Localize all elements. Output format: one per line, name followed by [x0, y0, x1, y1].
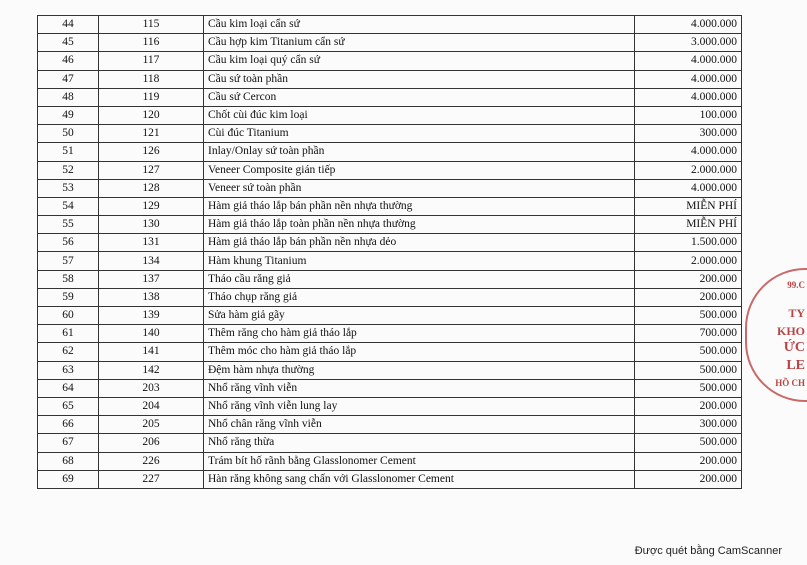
service-price: 300.000 — [635, 416, 742, 434]
service-name: Hàn răng không sang chấn với Glasslonomer Cement — [204, 470, 635, 488]
service-price: 700.000 — [635, 325, 742, 343]
service-price: 4.000.000 — [635, 52, 742, 70]
table-row — [38, 416, 742, 434]
row-number: 62 — [38, 343, 99, 361]
service-code: 120 — [99, 106, 204, 124]
stamp-text-6: HỒ CH — [775, 378, 805, 388]
service-code: 119 — [99, 88, 204, 106]
service-price: MIỄN PHÍ — [635, 216, 742, 234]
service-name: Cầu sứ Cercon — [204, 88, 635, 106]
row-number: 54 — [38, 197, 99, 215]
service-name: Inlay/Onlay sứ toàn phần — [204, 143, 635, 161]
service-code: 130 — [99, 216, 204, 234]
table-row — [38, 307, 742, 325]
service-code: 138 — [99, 288, 204, 306]
service-price: 500.000 — [635, 434, 742, 452]
service-name: Cầu hợp kim Titanium cẩn sứ — [204, 34, 635, 52]
service-name: Tháo chụp răng giả — [204, 288, 635, 306]
service-name: Nhổ răng thừa — [204, 434, 635, 452]
service-name: Nhổ răng vĩnh viễn — [204, 379, 635, 397]
company-stamp — [745, 268, 807, 402]
service-name: Trám bít hố rãnh bằng Glasslonomer Cement — [204, 452, 635, 470]
table-row — [38, 16, 742, 34]
service-code: 139 — [99, 307, 204, 325]
service-code: 126 — [99, 143, 204, 161]
service-price: 500.000 — [635, 343, 742, 361]
table-row — [38, 270, 742, 288]
table-row — [38, 125, 742, 143]
service-price: 4.000.000 — [635, 88, 742, 106]
row-number: 48 — [38, 88, 99, 106]
service-code: 227 — [99, 470, 204, 488]
row-number: 51 — [38, 143, 99, 161]
row-number: 56 — [38, 234, 99, 252]
service-name: Thêm móc cho hàm giả tháo lắp — [204, 343, 635, 361]
row-number: 53 — [38, 179, 99, 197]
table-row — [38, 88, 742, 106]
service-price: 500.000 — [635, 361, 742, 379]
service-price: 2.000.000 — [635, 161, 742, 179]
service-code: 129 — [99, 197, 204, 215]
service-code: 115 — [99, 16, 204, 34]
row-number: 61 — [38, 325, 99, 343]
service-price: 100.000 — [635, 106, 742, 124]
service-price: 500.000 — [635, 379, 742, 397]
service-name: Thêm răng cho hàm giả tháo lắp — [204, 325, 635, 343]
table-row — [38, 470, 742, 488]
stamp-text-1: 99.C — [787, 280, 805, 290]
service-code: 131 — [99, 234, 204, 252]
row-number: 59 — [38, 288, 99, 306]
service-price: 200.000 — [635, 270, 742, 288]
stamp-text-5: LE — [786, 358, 805, 373]
row-number: 52 — [38, 161, 99, 179]
service-code: 203 — [99, 379, 204, 397]
service-code: 226 — [99, 452, 204, 470]
table-row — [38, 343, 742, 361]
service-price: 1.500.000 — [635, 234, 742, 252]
row-number: 64 — [38, 379, 99, 397]
service-price: 4.000.000 — [635, 70, 742, 88]
table-row — [38, 106, 742, 124]
stamp-text-3: KHO — [776, 324, 805, 338]
row-number: 68 — [38, 452, 99, 470]
service-price: 200.000 — [635, 288, 742, 306]
table-row — [38, 234, 742, 252]
service-price: 2.000.000 — [635, 252, 742, 270]
table-row — [38, 216, 742, 234]
service-name: Cầu sứ toàn phần — [204, 70, 635, 88]
service-code: 134 — [99, 252, 204, 270]
service-name: Sửa hàm giả gãy — [204, 307, 635, 325]
table-row — [38, 70, 742, 88]
row-number: 60 — [38, 307, 99, 325]
price-table — [37, 15, 742, 489]
row-number: 49 — [38, 106, 99, 124]
service-name: Chốt cùi đúc kim loại — [204, 106, 635, 124]
service-name: Hàm giả tháo lắp toàn phần nền nhựa thường — [204, 216, 635, 234]
row-number: 45 — [38, 34, 99, 52]
service-code: 127 — [99, 161, 204, 179]
table-row — [38, 197, 742, 215]
table-row — [38, 288, 742, 306]
service-code: 116 — [99, 34, 204, 52]
service-name: Veneer Composite gián tiếp — [204, 161, 635, 179]
service-price: 500.000 — [635, 307, 742, 325]
service-price: 4.000.000 — [635, 179, 742, 197]
row-number: 46 — [38, 52, 99, 70]
service-code: 205 — [99, 416, 204, 434]
table-row — [38, 452, 742, 470]
row-number: 66 — [38, 416, 99, 434]
service-code: 118 — [99, 70, 204, 88]
table-row — [38, 52, 742, 70]
row-number: 65 — [38, 397, 99, 415]
table-row — [38, 397, 742, 415]
table-row — [38, 179, 742, 197]
table-row — [38, 325, 742, 343]
service-name: Cầu kim loại quý cẩn sứ — [204, 52, 635, 70]
row-number: 58 — [38, 270, 99, 288]
stamp-text-2: TY — [788, 306, 805, 320]
row-number: 44 — [38, 16, 99, 34]
row-number: 67 — [38, 434, 99, 452]
service-price: 4.000.000 — [635, 16, 742, 34]
service-name: Veneer sứ toàn phần — [204, 179, 635, 197]
service-price: 300.000 — [635, 125, 742, 143]
row-number: 47 — [38, 70, 99, 88]
service-name: Nhổ răng vĩnh viễn lung lay — [204, 397, 635, 415]
row-number: 69 — [38, 470, 99, 488]
service-code: 121 — [99, 125, 204, 143]
service-code: 128 — [99, 179, 204, 197]
row-number: 55 — [38, 216, 99, 234]
stamp-text-4: ỨC — [783, 340, 805, 355]
row-number: 63 — [38, 361, 99, 379]
service-price: 200.000 — [635, 452, 742, 470]
service-code: 141 — [99, 343, 204, 361]
service-name: Cùi đúc Titanium — [204, 125, 635, 143]
table-row — [38, 252, 742, 270]
service-name: Cầu kim loại cẩn sứ — [204, 16, 635, 34]
service-price: 200.000 — [635, 397, 742, 415]
service-price: 3.000.000 — [635, 34, 742, 52]
table-row — [38, 34, 742, 52]
table-row — [38, 379, 742, 397]
table-body — [38, 16, 742, 489]
service-code: 140 — [99, 325, 204, 343]
service-name: Nhổ chân răng vĩnh viễn — [204, 416, 635, 434]
service-code: 137 — [99, 270, 204, 288]
row-number: 50 — [38, 125, 99, 143]
service-name: Hàm khung Titanium — [204, 252, 635, 270]
service-code: 204 — [99, 397, 204, 415]
service-name: Hàm giả tháo lắp bán phần nền nhựa thường — [204, 197, 635, 215]
service-name: Đệm hàm nhựa thường — [204, 361, 635, 379]
service-code: 142 — [99, 361, 204, 379]
row-number: 57 — [38, 252, 99, 270]
table-row — [38, 161, 742, 179]
service-name: Tháo cầu răng giả — [204, 270, 635, 288]
service-code: 117 — [99, 52, 204, 70]
table-row — [38, 434, 742, 452]
scanner-footer-note: Được quét bằng CamScanner — [634, 545, 782, 557]
table-row — [38, 143, 742, 161]
service-price: 4.000.000 — [635, 143, 742, 161]
table-row — [38, 361, 742, 379]
service-code: 206 — [99, 434, 204, 452]
service-price: MIỄN PHÍ — [635, 197, 742, 215]
service-price: 200.000 — [635, 470, 742, 488]
service-name: Hàm giả tháo lắp bán phần nền nhựa dẻo — [204, 234, 635, 252]
